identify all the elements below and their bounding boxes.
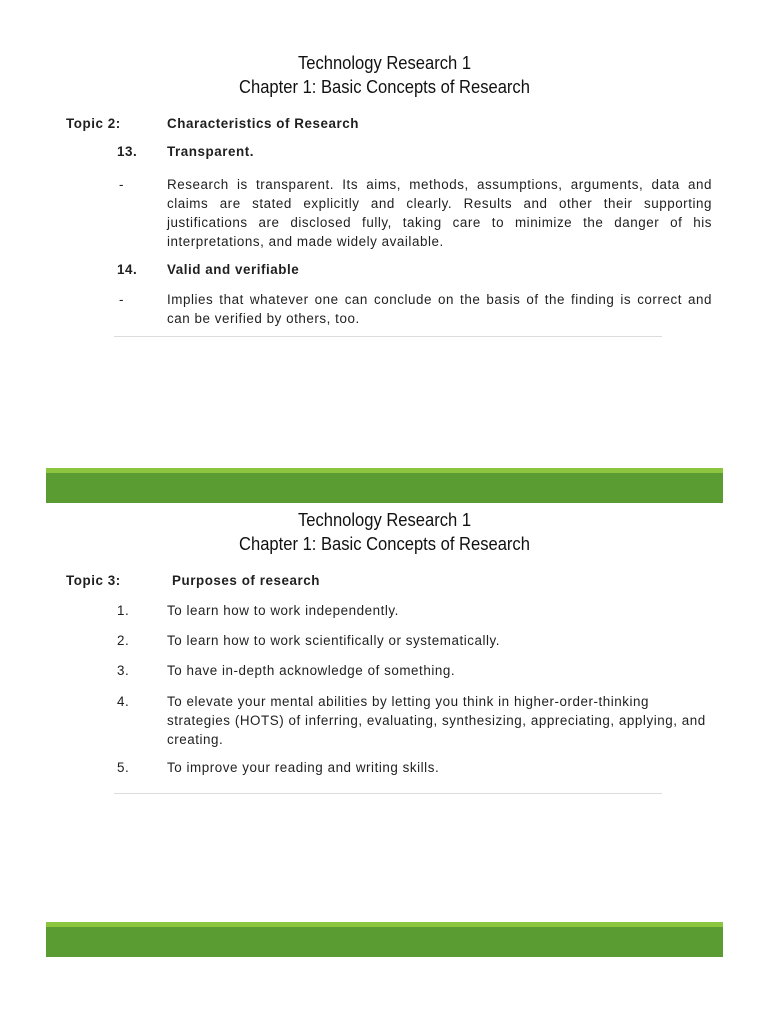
green-bar (46, 473, 723, 503)
topic-label: Topic 3: (66, 573, 121, 588)
slide-2 (46, 507, 723, 807)
item-heading: Transparent. (167, 144, 254, 159)
item-text: To have in-depth acknowledge of something. (167, 663, 456, 678)
item-text: Research is transparent. Its aims, methods, assumptions, arguments, data and claims are stated explicitly and clearly. Results and other their supporting justifications are disclosed fully, taking care to minimize the danger of his interpretations, and made widely available. (167, 177, 712, 249)
slide-title-line1: Technology Research 1 (297, 510, 472, 530)
item-marker: 4. (117, 694, 130, 709)
item-marker: - (119, 177, 125, 192)
item-marker: 14. (117, 262, 138, 277)
slide-title-line2: Chapter 1: Basic Concepts of Research (239, 534, 530, 554)
topic-label: Topic 2: (66, 116, 121, 131)
item-text: To learn how to work independently. (167, 603, 399, 618)
topic-title: Characteristics of Research (167, 116, 359, 131)
divider (114, 336, 662, 337)
item-text: To improve your reading and writing skills. (167, 760, 440, 775)
item-marker: 1. (117, 603, 130, 618)
item-marker: 3. (117, 663, 130, 678)
slide-title-line2: Chapter 1: Basic Concepts of Research (239, 77, 530, 97)
item-marker: 5. (117, 760, 130, 775)
slide-title-line1: Technology Research 1 (297, 53, 472, 73)
green-bar (46, 927, 723, 957)
slide-1 (46, 50, 723, 350)
item-marker: 2. (117, 633, 130, 648)
item-text: To elevate your mental abilities by letting you think in higher-order-thinking strategies (HOTS) of inferring, evaluating, synthesizing, appreciating, applying, and creating. (167, 694, 706, 747)
topic-title: Purposes of research (172, 573, 320, 588)
divider (114, 793, 662, 794)
item-marker: 13. (117, 144, 138, 159)
item-heading: Valid and verifiable (167, 262, 300, 277)
item-marker: - (119, 292, 125, 307)
item-text: Implies that whatever one can conclude on the basis of the finding is correct and can be verified by others, too. (167, 292, 712, 326)
item-text: To learn how to work scientifically or systematically. (167, 633, 501, 648)
